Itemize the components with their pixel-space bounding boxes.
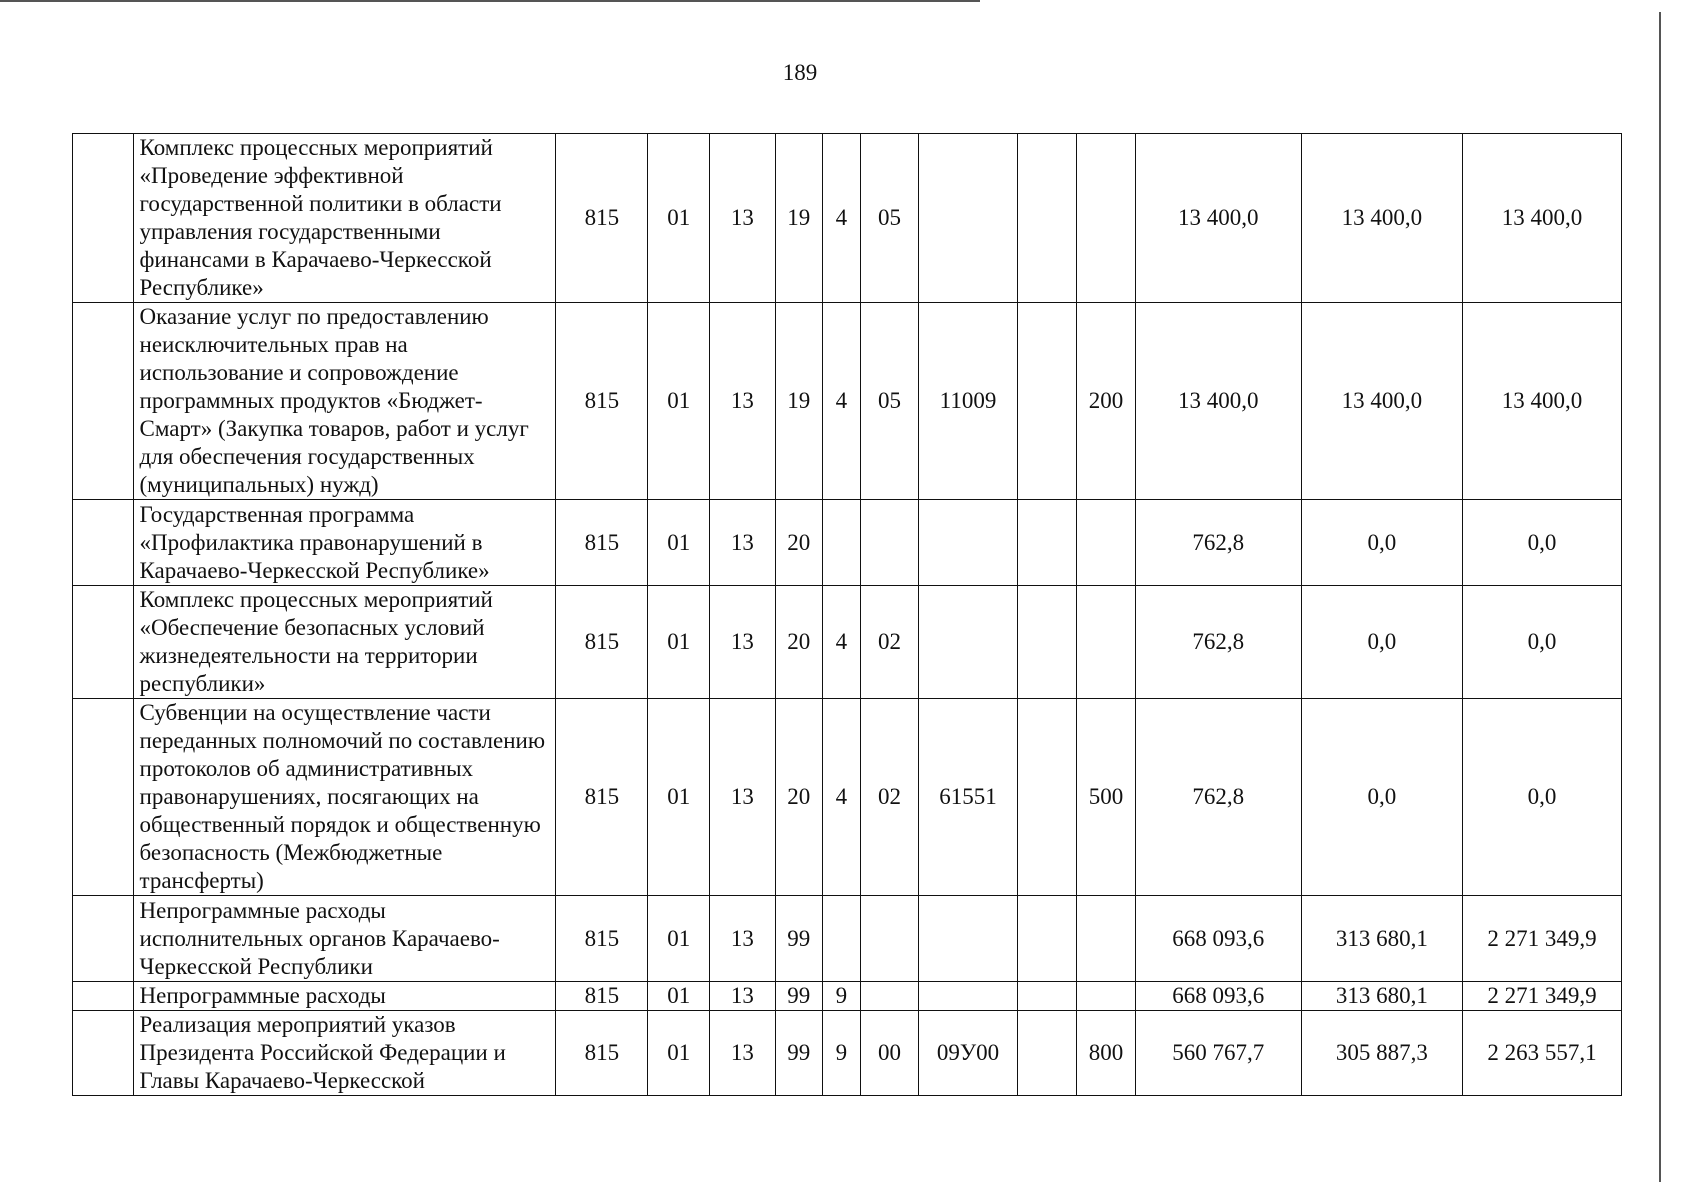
cell-v3: 2 271 349,9 [1462,982,1621,1011]
cell-c9: 500 [1077,699,1135,896]
table-row [73,982,1622,1011]
cell-c7: 61551 [919,699,1017,896]
table-row [73,896,1622,982]
row-index-cell [73,982,134,1011]
cell-c2: 01 [648,134,710,303]
cell-c5: 4 [822,134,860,303]
cell-c2: 01 [648,982,710,1011]
cell-c8 [1017,586,1076,699]
row-name-cell: Оказание услуг по предоставлению неисключительных прав на использование и сопровождение программных продуктов «Бюджет-Смарт» (Закупка товаров, работ и услуг для обеспечения государственных (муниципальных) нужд) [133,303,556,500]
cell-c7 [919,896,1017,982]
cell-c4: 99 [775,982,822,1011]
cell-v1: 13 400,0 [1135,134,1301,303]
cell-v3: 0,0 [1462,699,1621,896]
cell-c9 [1077,500,1135,586]
cell-c3: 13 [710,586,776,699]
cell-c7 [919,500,1017,586]
cell-c9: 200 [1077,303,1135,500]
cell-c3: 13 [710,982,776,1011]
cell-v3: 0,0 [1462,586,1621,699]
cell-v1: 668 093,6 [1135,982,1301,1011]
cell-v1: 560 767,7 [1135,1011,1301,1096]
cell-v2: 13 400,0 [1301,303,1462,500]
table-row [73,1011,1622,1096]
cell-c3: 13 [710,699,776,896]
cell-c7 [919,134,1017,303]
cell-c4: 99 [775,896,822,982]
cell-c8 [1017,500,1076,586]
row-index-cell [73,896,134,982]
cell-v3: 0,0 [1462,500,1621,586]
cell-c3: 13 [710,896,776,982]
budget-table [72,133,1622,1096]
cell-c1: 815 [556,699,648,896]
cell-c8 [1017,303,1076,500]
cell-c1: 815 [556,1011,648,1096]
cell-c1: 815 [556,500,648,586]
cell-v2: 313 680,1 [1301,896,1462,982]
row-index-cell [73,134,134,303]
cell-c6 [860,896,918,982]
cell-c7 [919,982,1017,1011]
cell-c4: 19 [775,303,822,500]
cell-c7: 09У00 [919,1011,1017,1096]
cell-c3: 13 [710,303,776,500]
cell-c9 [1077,896,1135,982]
cell-c8 [1017,982,1076,1011]
row-name-cell: Государственная программа «Профилактика правонарушений в Карачаево-Черкесской Республике» [133,500,556,586]
cell-c5: 4 [822,699,860,896]
cell-c8 [1017,699,1076,896]
cell-c9: 800 [1077,1011,1135,1096]
row-name-cell: Комплекс процессных мероприятий «Проведение эффективной государственной политики в области управления государственными финансами в Карачаево-Черкесской Республике» [133,134,556,303]
row-name-cell: Субвенции на осуществление части переданных полномочий по составлению протоколов об административных правонарушениях, посягающих на общественный порядок и общественную безопасность (Межбюджетные трансферты) [133,699,556,896]
row-name-cell: Непрограммные расходы [133,982,556,1011]
right-scan-edge [1659,12,1661,1182]
cell-c6: 05 [860,303,918,500]
table-row [73,500,1622,586]
cell-c4: 99 [775,1011,822,1096]
table-row [73,134,1622,303]
cell-c3: 13 [710,134,776,303]
cell-v3: 13 400,0 [1462,303,1621,500]
cell-c5: 9 [822,982,860,1011]
cell-c2: 01 [648,500,710,586]
cell-v3: 2 271 349,9 [1462,896,1621,982]
cell-c6: 05 [860,134,918,303]
cell-v3: 13 400,0 [1462,134,1621,303]
cell-c4: 20 [775,500,822,586]
table-row [73,303,1622,500]
cell-c2: 01 [648,1011,710,1096]
cell-v2: 13 400,0 [1301,134,1462,303]
cell-c5: 9 [822,1011,860,1096]
row-index-cell [73,699,134,896]
cell-c8 [1017,134,1076,303]
cell-v1: 762,8 [1135,586,1301,699]
row-index-cell [73,586,134,699]
cell-v2: 0,0 [1301,500,1462,586]
cell-v2: 305 887,3 [1301,1011,1462,1096]
cell-v1: 13 400,0 [1135,303,1301,500]
table-row [73,699,1622,896]
cell-c6: 02 [860,586,918,699]
cell-c6 [860,500,918,586]
cell-c1: 815 [556,586,648,699]
cell-c6: 00 [860,1011,918,1096]
cell-v1: 762,8 [1135,699,1301,896]
row-name-cell: Реализация мероприятий указов Президента Российской Федерации и Главы Карачаево-Черкесской [133,1011,556,1096]
cell-c4: 20 [775,699,822,896]
cell-c2: 01 [648,303,710,500]
row-index-cell [73,1011,134,1096]
top-scan-rule [0,0,980,2]
page-number: 189 [782,60,818,85]
cell-v2: 0,0 [1301,586,1462,699]
table-row [73,586,1622,699]
cell-c8 [1017,896,1076,982]
cell-c2: 01 [648,586,710,699]
cell-v3: 2 263 557,1 [1462,1011,1621,1096]
cell-c3: 13 [710,500,776,586]
cell-c1: 815 [556,303,648,500]
cell-c1: 815 [556,134,648,303]
row-name-cell: Комплекс процессных мероприятий «Обеспечение безопасных условий жизнедеятельности на территории республики» [133,586,556,699]
cell-v2: 313 680,1 [1301,982,1462,1011]
cell-c1: 815 [556,982,648,1011]
cell-c2: 01 [648,699,710,896]
cell-c2: 01 [648,896,710,982]
cell-c6: 02 [860,699,918,896]
row-index-cell [73,500,134,586]
cell-c4: 20 [775,586,822,699]
cell-c7 [919,586,1017,699]
row-name-cell: Непрограммные расходы исполнительных органов Карачаево-Черкесской Республики [133,896,556,982]
cell-v2: 0,0 [1301,699,1462,896]
cell-c5 [822,896,860,982]
cell-c9 [1077,134,1135,303]
cell-c5 [822,500,860,586]
cell-c1: 815 [556,896,648,982]
cell-c9 [1077,982,1135,1011]
row-index-cell [73,303,134,500]
cell-c6 [860,982,918,1011]
cell-c5: 4 [822,303,860,500]
cell-c7: 11009 [919,303,1017,500]
cell-c5: 4 [822,586,860,699]
cell-c9 [1077,586,1135,699]
cell-c4: 19 [775,134,822,303]
cell-c8 [1017,1011,1076,1096]
cell-v1: 762,8 [1135,500,1301,586]
cell-v1: 668 093,6 [1135,896,1301,982]
cell-c3: 13 [710,1011,776,1096]
